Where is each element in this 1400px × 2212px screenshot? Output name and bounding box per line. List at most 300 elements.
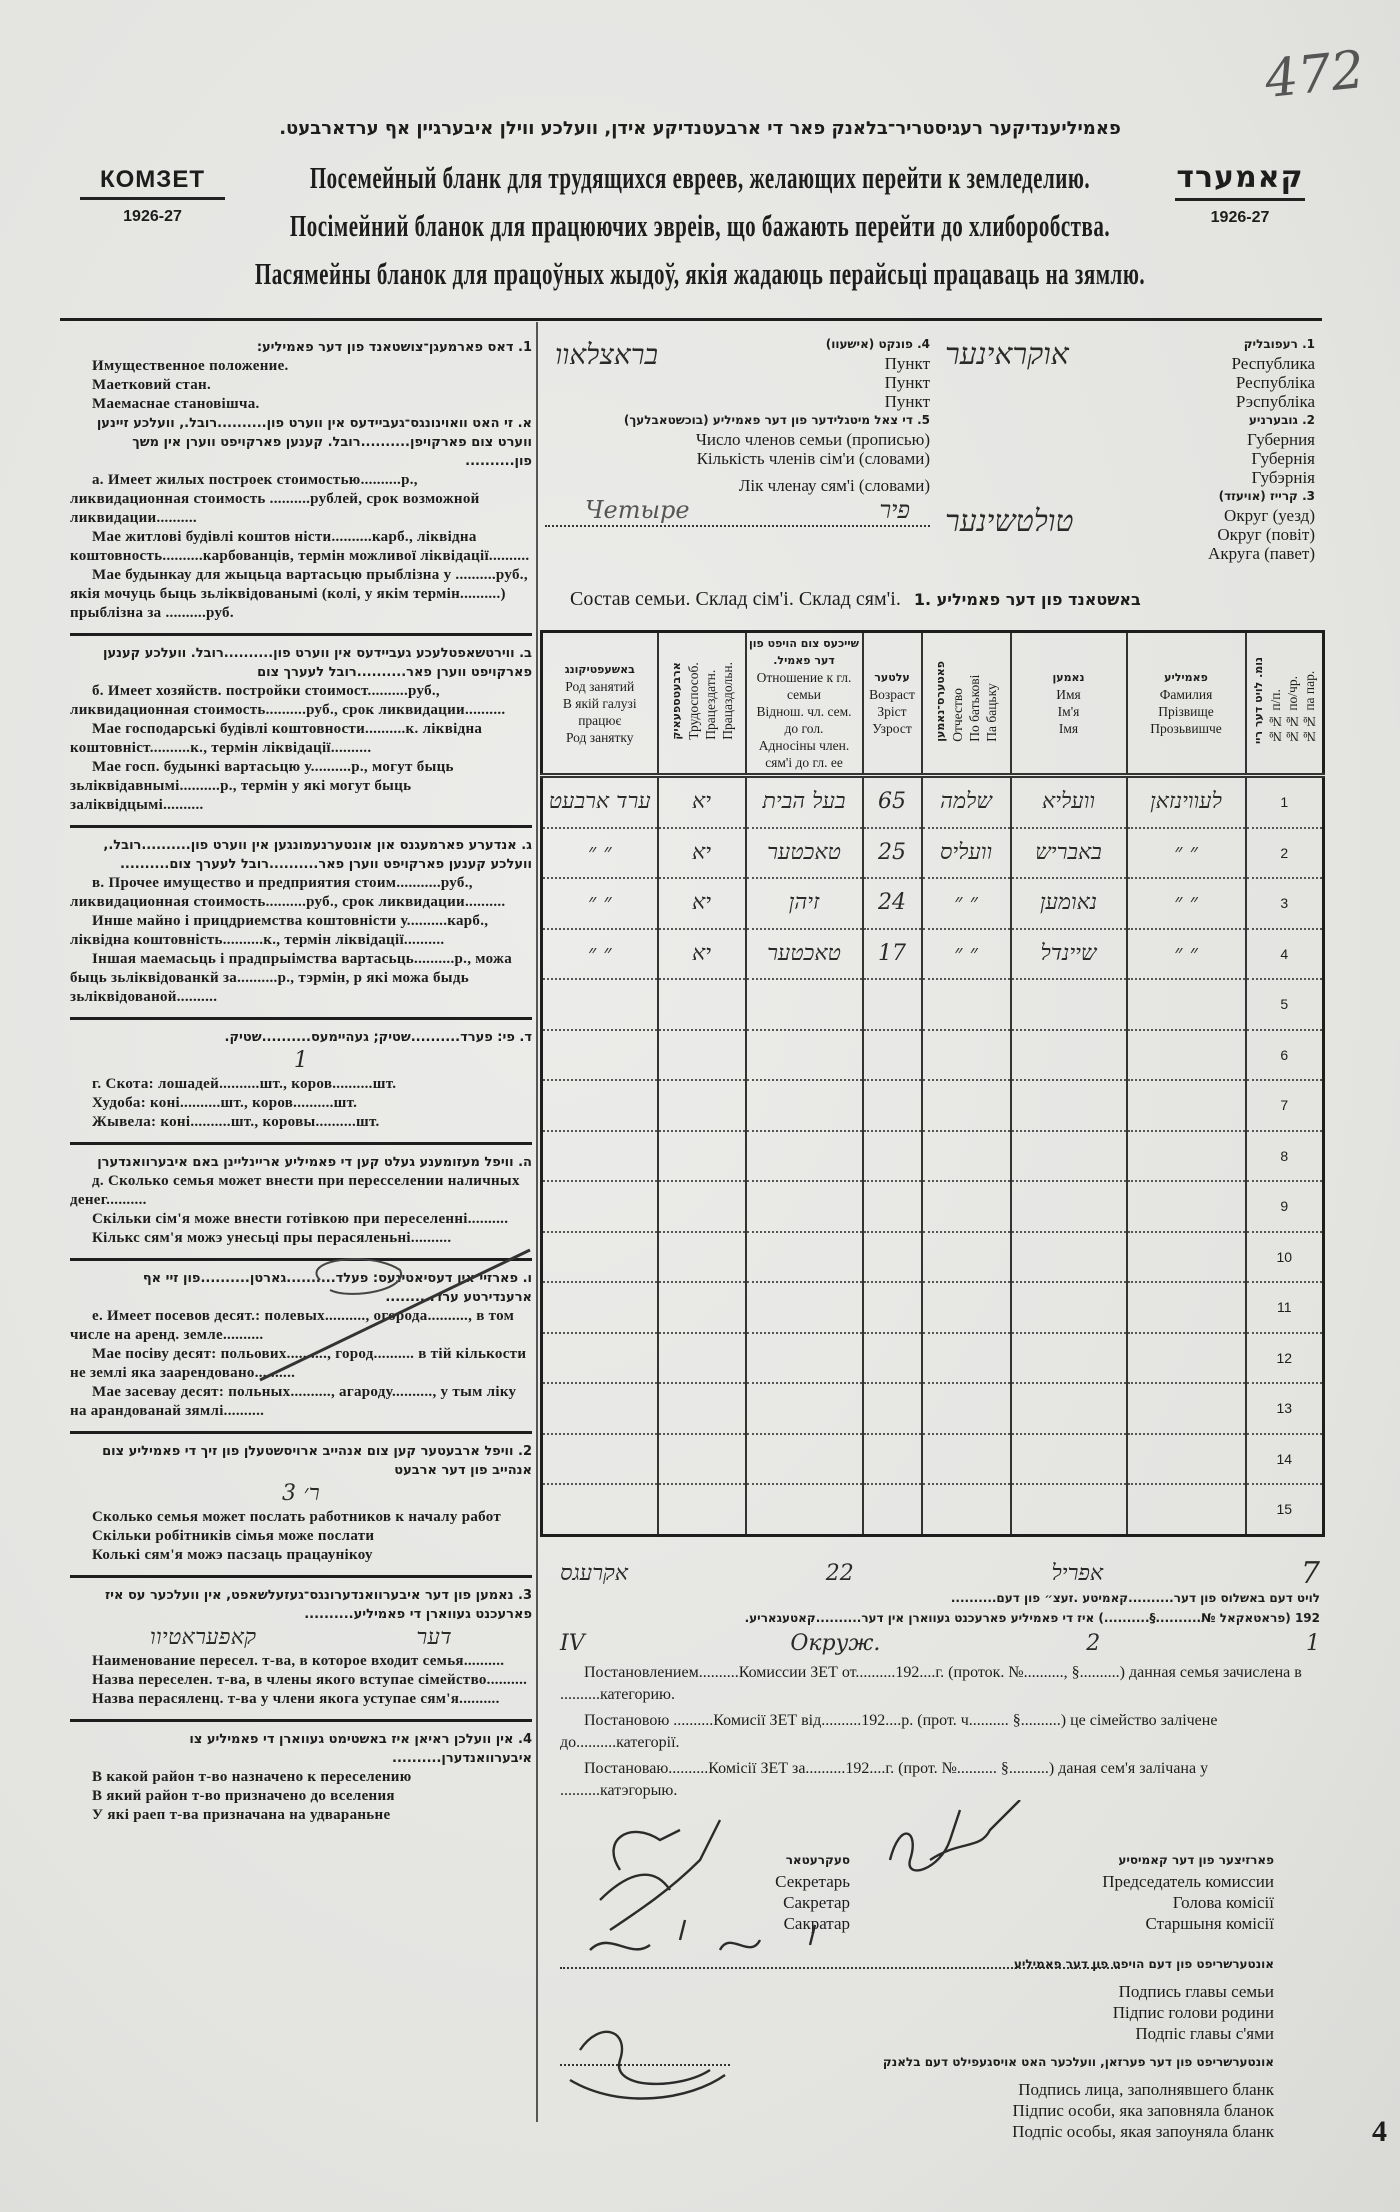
decision-protocol-hand: 1: [1306, 1631, 1320, 1656]
header-ru: Отношение к гл. семьи: [756, 670, 852, 702]
cell-n: 4: [1246, 929, 1324, 980]
republic-label-ru: Республика: [1231, 354, 1315, 373]
cell-surname: ״ ״: [1127, 828, 1246, 879]
cell-surname: לעווינזאן: [1127, 776, 1246, 828]
secretary-uk: Сакретар: [783, 1893, 850, 1912]
section-s9: [70, 1722, 532, 1835]
cell-work: [658, 979, 746, 1030]
komzet-logo-text: КОМЗЕТ: [80, 166, 225, 200]
section-text: в. Прочее имущество и предприятия стоим...........руб., ликвидационная стоимость..........руб., срок ликвидации..........: [70, 875, 506, 910]
header-uk: В якій галузі працює: [562, 695, 637, 728]
section-text: Скільки сім'я може внести готівкою при переселенні..........: [92, 1211, 509, 1227]
cell-relation: [746, 1282, 863, 1333]
section-text: Назва перасяленц. т-ва у члени якога уступае сям'я..........: [92, 1691, 500, 1707]
section-text: а. Имеет жилых построек стоимостью..........р., ликвидационная стоимость ..........рублей, срок возможной ликвидации..........: [70, 472, 480, 526]
decision-day-hand: 22: [825, 1561, 854, 1586]
cell-occupation: [542, 1030, 658, 1081]
members-label-ru: Число членов семьи (прописью): [695, 430, 930, 449]
header-ru: Имя: [1056, 687, 1081, 702]
cell-patronymic: ״ ״: [922, 929, 1011, 980]
header-uk: №№ по/чр.: [1285, 676, 1301, 745]
chairman-yi: פארזיצער פון דער קאמיסיע: [1118, 1853, 1274, 1867]
section-s3: [70, 828, 532, 1017]
header-yi: פאמיליע: [1164, 671, 1208, 684]
header-uk: Віднош. чл. сем. до гол.: [756, 704, 852, 736]
cell-work: [658, 1383, 746, 1434]
section-text: г. Скота: лошадей..........шт., коров..........шт.: [92, 1076, 397, 1092]
punkt-value: בראצלאוו: [555, 338, 658, 371]
strike-through-mark: [240, 1240, 540, 1410]
family-heading-yi: 1. באשטאנד פון דער פאמיליע: [913, 590, 1141, 609]
cell-surname: [1127, 1434, 1246, 1485]
cell-work: יא: [658, 878, 746, 929]
cell-relation: [746, 1080, 863, 1131]
header-be: Прозьвишче: [1150, 721, 1222, 736]
members-value-ru: Четыре: [585, 496, 690, 524]
punkt-label-yi: 4. פונקט (אישעוו): [825, 337, 930, 351]
cell-patronymic: שלמה: [922, 776, 1011, 828]
cell-age: [863, 1383, 922, 1434]
cell-name: [1011, 1282, 1127, 1333]
header-be: Па бацьку: [984, 682, 999, 742]
title-belarusian: Пасямейны бланок для працоўных жыдоў, якія жадаюць перайсьці працаваць на зямлю.: [254, 256, 1146, 292]
section-s1: [70, 330, 532, 633]
cell-relation: [746, 1434, 863, 1485]
column-header-occupation: [542, 632, 658, 776]
cell-n: 3: [1246, 878, 1324, 929]
cell-patronymic: [922, 1181, 1011, 1232]
cell-name: באבריש: [1011, 828, 1127, 879]
cell-patronymic: [922, 1383, 1011, 1434]
cell-work: [658, 1131, 746, 1182]
filler-ru: Подпись лица, заполнявшего бланк: [1018, 2080, 1274, 2099]
members-label-yi: 5. די צאל מיטגלידער פון דער פאמיליע (בוכשטאבלעך): [623, 413, 930, 427]
handwritten-s4-horses: 1: [293, 1048, 309, 1073]
header-ru: Отчество: [950, 687, 965, 742]
header-ru: Фамилия: [1159, 687, 1213, 702]
section-text: У які раеп т-ва призначана на удвараньне: [92, 1807, 391, 1823]
cell-patronymic: [922, 1484, 1011, 1535]
column-header-number: [1246, 632, 1324, 776]
cell-surname: [1127, 979, 1246, 1030]
table-row: [542, 1282, 1324, 1333]
column-header-patronymic: [922, 632, 1011, 776]
cell-occupation: [542, 1131, 658, 1182]
cell-surname: [1127, 1333, 1246, 1384]
table-row: [542, 1030, 1324, 1081]
kamerd-year: 1926-27: [1210, 209, 1270, 226]
cell-work: [658, 1434, 746, 1485]
header-uk: Працездатн.: [702, 669, 718, 740]
head-be: Подпіс главы с'ями: [1135, 2024, 1274, 2043]
cell-surname: [1127, 1181, 1246, 1232]
cell-n: 11: [1246, 1282, 1324, 1333]
cell-name: [1011, 979, 1127, 1030]
cell-name: [1011, 1131, 1127, 1182]
section-text: Мае посіву десят: польових.........., город.......... в тій кількости не землі яка заарендовано..........: [70, 1346, 527, 1381]
section-text-yiddish: 4. אין וועלכן ראיאן איז באשטימט געווארן די פאמיליע צו איבערוואנדערן..........: [189, 1732, 532, 1766]
cell-name: [1011, 1484, 1127, 1535]
section-text: Іншая маемасьць і прадпрыімства вартасьць..........р., можа быць зьліквідованкй за..........р., тэрмін, р які можа быдь зьліквідованой..........: [70, 951, 513, 1005]
cell-work: [658, 1080, 746, 1131]
chairman-signature: [890, 1800, 1020, 1870]
section-s7: [70, 1434, 532, 1575]
cell-relation: טאכטער: [746, 929, 863, 980]
okrug-label-uk: Округ (повіт): [1217, 525, 1315, 544]
cell-patronymic: [922, 1131, 1011, 1182]
section-text: Колькі сям'я можэ пасзаць працаунікоу: [92, 1547, 373, 1563]
title-russian: Посемейный бланк для трудящихся евреев, желающих перейти к земледелию.: [309, 160, 1091, 196]
kamerd-logo: [1175, 160, 1305, 227]
section-text: Худоба: коні..........шт., коров..........шт.: [92, 1095, 358, 1111]
cell-work: [658, 1282, 746, 1333]
cell-n: 7: [1246, 1080, 1324, 1131]
decision-year-hand: 7: [1300, 1556, 1320, 1591]
section-text: д. Сколько семья может внести при пересселении наличных денег..........: [70, 1173, 520, 1208]
section-text: Мае господарські будівлі коштовности..........к. ліквідна коштовніст..........к., термін ліквідації..........: [70, 721, 483, 756]
komzet-year: 1926-27: [123, 208, 182, 225]
cell-n: 2: [1246, 828, 1324, 879]
cell-age: [863, 1131, 922, 1182]
table-row: [542, 1181, 1324, 1232]
cell-n: 13: [1246, 1383, 1324, 1434]
header-ru: Возраст: [869, 687, 915, 702]
cell-surname: [1127, 1282, 1246, 1333]
column-header-age: [863, 632, 922, 776]
table-row: [542, 1232, 1324, 1283]
cell-work: [658, 1030, 746, 1081]
table-row: [542, 979, 1324, 1030]
table-row: [542, 1484, 1324, 1535]
column-header-surname: [1127, 632, 1246, 776]
cell-surname: [1127, 1383, 1246, 1434]
head-signature: [590, 1920, 815, 1950]
cell-relation: טאכטער: [746, 828, 863, 879]
section-text-yiddish: ו. פארזיי אין דעסיאטינעס: פעלד..........גארטן..........פון זיי אף ארענדירטע ערד..........: [142, 1271, 532, 1305]
decision-category-hand: IV: [560, 1631, 585, 1656]
cell-n: 12: [1246, 1333, 1324, 1384]
cell-occupation: [542, 1333, 658, 1384]
section-s2: [70, 636, 532, 825]
gubernia-label-ru: Губерния: [1247, 430, 1315, 449]
cell-n: 5: [1246, 979, 1324, 1030]
handwritten-s8-society: קאפעראטיוו: [150, 1625, 257, 1650]
archive-number: 472: [1262, 39, 1368, 111]
cell-age: 17: [863, 929, 922, 980]
filler-uk: Підпис особи, яка заповняла бланок: [1012, 2101, 1274, 2120]
section-text: В який район т-во призначено до вселения: [92, 1788, 395, 1804]
cell-age: [863, 1080, 922, 1131]
section-text: В какой район т-во назначено к переселению: [92, 1769, 412, 1785]
cell-name: [1011, 1333, 1127, 1384]
cell-age: 24: [863, 878, 922, 929]
gubernia-label-yi: 2. גובערניע: [1248, 413, 1315, 427]
table-row: [542, 1333, 1324, 1384]
cell-name: [1011, 1181, 1127, 1232]
republic-value: אוקראינער: [945, 337, 1069, 372]
cell-occupation: [542, 1434, 658, 1485]
header-yi: פאטערס־נאמען: [934, 660, 947, 742]
cell-n: 1: [1246, 776, 1324, 828]
decision-paragraph-hand: 2: [1086, 1631, 1101, 1656]
cell-work: יא: [658, 929, 746, 980]
cell-relation: [746, 1181, 863, 1232]
header-uk: По батькові: [967, 674, 982, 742]
cell-patronymic: [922, 1282, 1011, 1333]
column-divider: [536, 322, 538, 2122]
section-text: Наименование пересел. т-ва, в которое входит семья..........: [92, 1653, 505, 1669]
chairman-uk: Голова комісії: [1172, 1893, 1274, 1912]
section-text: е. Имеет посевов десят.: полевых.........., огорода.........., в том числе на аренд. земле..........: [70, 1308, 515, 1343]
table-row: [542, 878, 1324, 929]
family-heading: [570, 588, 1141, 611]
cell-age: [863, 1181, 922, 1232]
cell-occupation: ״ ״: [542, 828, 658, 879]
column-header-name: [1011, 632, 1127, 776]
decision-uk: Постановою ..........Комисії ЗЕТ від..........192....р. (прот. ч.......... §..........) це сімейство залічене до..........категорії.: [560, 1712, 1218, 1751]
decision-month-hand: אפריל: [1051, 1561, 1104, 1586]
header-uk: Ім'я: [1057, 704, 1080, 719]
cell-age: [863, 1232, 922, 1283]
punkt-label-uk: Пункт: [884, 373, 930, 392]
family-heading-text: Состав семьи. Склад сім'і. Склад сям'і.: [570, 588, 901, 610]
cell-patronymic: [922, 1030, 1011, 1081]
decision-block: [560, 1558, 1320, 1802]
header-yi: שייכעס צום הויפט פון דער פאמיל.: [748, 637, 860, 667]
cell-surname: ״ ״: [1127, 929, 1246, 980]
cell-patronymic: [922, 1080, 1011, 1131]
head-uk: Підпис голови родини: [1112, 2003, 1274, 2022]
cell-relation: [746, 1333, 863, 1384]
section-text: Имущественное положение.: [92, 358, 289, 374]
cell-occupation: [542, 1484, 658, 1535]
cell-name: שיינדל: [1011, 929, 1127, 980]
punkt-label-be: Пункт: [884, 392, 930, 411]
chairman-be: Старшыня комісії: [1145, 1914, 1274, 1933]
section-text: Маемаснае становішча.: [92, 396, 260, 412]
header-yi: באשעפטיקונג: [564, 662, 635, 676]
header-be: Узрост: [872, 721, 912, 736]
decision-yi-line2: 192 (פראטאקאל №..........§..........) איז די פאמיליע פארעכנט געווארן אין דער..........קאטעגאריע.: [744, 1611, 1320, 1625]
section-text: Назва переселен. т-ва, в члены якого вступае сімейство..........: [92, 1672, 528, 1688]
cell-age: 65: [863, 776, 922, 828]
cell-occupation: [542, 1232, 658, 1283]
cell-age: [863, 1434, 922, 1485]
handwritten-s7-workers: 3 ר׳: [281, 1481, 321, 1506]
members-label-be: Лік членау сям'і (словами): [738, 476, 930, 495]
secretary-ru: Секретарь: [775, 1872, 850, 1891]
handwritten-entry: [70, 1480, 532, 1508]
header-ru: Трудоспособ.: [685, 662, 701, 740]
cell-work: יא: [658, 776, 746, 828]
cell-occupation: [542, 1080, 658, 1131]
header-ru: Род занятий: [565, 678, 635, 694]
property-sections: [70, 330, 532, 1835]
cell-surname: [1127, 1131, 1246, 1182]
column-header-work-capable: [658, 632, 746, 776]
cell-occupation: ״ ״: [542, 878, 658, 929]
republic-label-yi: 1. רעפובליק: [1243, 337, 1315, 351]
head-yi: אונטערשריפט פון דעם הויפט פון דער פאמיליע: [1013, 1957, 1274, 1971]
page-corner-number: 4: [1372, 2115, 1387, 2148]
header-divider: [60, 318, 1322, 321]
cell-occupation: [542, 1181, 658, 1232]
decision-committee-hand: אקרעגס: [560, 1561, 629, 1586]
cell-surname: ״ ״: [1127, 878, 1246, 929]
cell-name: [1011, 1030, 1127, 1081]
header-yi: נאמען: [1052, 671, 1085, 684]
header-uk: Прізвище: [1158, 704, 1214, 719]
cell-patronymic: [922, 1333, 1011, 1384]
cell-relation: [746, 1030, 863, 1081]
komzet-logo: [80, 166, 225, 226]
kamerd-logo-text: קאמערד: [1175, 160, 1305, 201]
filler-yi: אונטערשריפט פון דער פערזאן, וועלכער האט אויסגעפילט דעם בלאנק: [882, 2055, 1274, 2069]
section-text-yiddish: ב. ווירטשאפטלעכע געביידעס אין ווערט פון..........רובל. וועלכע קענען פארקויפט ווערן פאר..........רובל לעערך צום: [103, 646, 532, 680]
cell-age: [863, 979, 922, 1030]
cell-patronymic: [922, 979, 1011, 1030]
section-s8: [70, 1578, 532, 1719]
yiddish-title: פאמיליענדיקער רעגיסטריר־בלאנק פאר די ארבעטנדיקע אידן, וועלכע ווילן איבערגיין אף ערדארבעט.: [279, 118, 1121, 139]
handwritten-signatures: [560, 1800, 1100, 2130]
republic-label-uk: Республіка: [1235, 373, 1315, 392]
handwritten-s8-extra: דער: [416, 1625, 452, 1650]
okrug-value: טולטשינער: [945, 504, 1074, 539]
cell-surname: [1127, 1484, 1246, 1535]
section-text-yiddish: 1. דאס פארמעגן־צושטאנד פון דער פאמיליע:: [256, 340, 532, 355]
section-text: Кількс сям'я можэ унесьці пры перасяленьні..........: [92, 1230, 452, 1246]
cell-work: יא: [658, 828, 746, 879]
table-row: [542, 929, 1324, 980]
decision-ru: Постановлением..........Комиссии ЗЕТ от..........192....г. (проток. №.........., §..........) данная семья зачислена в ..........категорию.: [560, 1664, 1302, 1703]
cell-work: [658, 1484, 746, 1535]
cell-relation: [746, 979, 863, 1030]
chairman-ru: Председатель комиссии: [1102, 1872, 1274, 1891]
secretary-yi: סעקרעטאר: [785, 1853, 850, 1867]
handwritten-entry: [70, 1624, 532, 1652]
cell-occupation: ״ ״: [542, 929, 658, 980]
members-label-uk: Кількість членів сім'и (словами): [696, 449, 930, 468]
cell-relation: [746, 1232, 863, 1283]
section-text-yiddish: 3. נאמען פון דער איבערוואנדערונגס־געזעלשאפט, אין וועלכער עס איז פארעכנט געווארן די פאמיליע..........: [104, 1588, 532, 1622]
cell-name: [1011, 1434, 1127, 1485]
cell-n: 9: [1246, 1181, 1324, 1232]
header-be: Працаздольн.: [719, 662, 735, 740]
gubernia-label-be: Губэрнія: [1251, 468, 1315, 487]
cell-occupation: ערד ארבעט: [542, 776, 658, 828]
cell-relation: [746, 1131, 863, 1182]
cell-relation: [746, 1484, 863, 1535]
decision-yi-line1: לויט דעם באשלוס פון דער..........קאמיטע .זעצ״ פון דעם..........: [950, 1591, 1320, 1605]
secretary-be: Сакратар: [783, 1914, 850, 1933]
members-value: פיר: [879, 496, 910, 524]
section-text: Сколько семья может послать работников к началу работ: [92, 1509, 502, 1525]
cell-name: נאומען: [1011, 878, 1127, 929]
table-row: [542, 1080, 1324, 1131]
handwritten-entry: [70, 1047, 532, 1075]
decision-hand-row-2: [560, 1628, 1320, 1658]
header-be: Імя: [1058, 721, 1079, 736]
cell-n: 15: [1246, 1484, 1324, 1535]
cell-surname: [1127, 1030, 1246, 1081]
cell-occupation: [542, 979, 658, 1030]
header-yi: ארבעטספעאיק: [669, 662, 683, 740]
section-text: б. Имеет хозяйств. постройки стоимост..........руб., ликвидационная стоимость..........руб., срок ликвидации..........: [70, 683, 506, 718]
cell-n: 8: [1246, 1131, 1324, 1182]
section-text-yiddish: ה. וויפל מעזומענע געלט קען די פאמיליע אריינליינן באם איבערוואנדערן: [97, 1155, 532, 1170]
cell-name: [1011, 1232, 1127, 1283]
cell-n: 6: [1246, 1030, 1324, 1081]
cell-surname: [1127, 1080, 1246, 1131]
cell-patronymic: [922, 1434, 1011, 1485]
cell-relation: בעל הבית: [746, 776, 863, 828]
section-text: Инше майно і прицдриемства коштовністи у..........карб., ліквідна коштовність..........к., термін ліквідації..........: [70, 913, 489, 948]
family-table: [540, 630, 1325, 1537]
section-text: Мае засевау десят: польных.........., агароду.........., у тым ліку на арандованай зямлі..........: [70, 1384, 517, 1419]
cell-occupation: [542, 1282, 658, 1333]
section-text-yiddish: ד. פי: פערד..........שטיק; געהיימעס..........שטיק.: [224, 1030, 532, 1045]
section-text-yiddish: א. זי האט וואוינונגס־געביידעס אין ווערט פון..........רובל., וועלכע זיינען ווערט צום פארקויפן..........רובל. קענען פארקויפט ווערן אין משך פון..........: [96, 416, 532, 469]
cell-name: [1011, 1080, 1127, 1131]
table-row: [542, 776, 1324, 828]
okrug-label-ru: Округ (уезд): [1224, 506, 1315, 525]
title-ukrainian: Посімейний бланок для працюючих эвреів, що бажають перейти до хлиборобства.: [289, 208, 1111, 244]
decision-hand-row-1: [560, 1556, 1320, 1591]
section-text: Жывела: коні..........шт., коровы..........шт.: [92, 1114, 380, 1130]
cell-work: [658, 1333, 746, 1384]
header-be: №№ па пар.: [1302, 671, 1318, 745]
members-values: [545, 495, 930, 527]
table-row: [542, 1383, 1324, 1434]
table-row: [542, 1434, 1324, 1485]
filler-be: Подпіс особы, якая запоуняла бланк: [1012, 2122, 1274, 2141]
cell-work: [658, 1232, 746, 1283]
okrug-label-be: Акруга (павет): [1208, 544, 1315, 563]
header-ru: №№ п/п.: [1268, 689, 1284, 745]
section-text-yiddish: 2. וויפל ארבעטער קען צום אנהייב ארויסשטעלן פון זיך די פאמיליע צום אנהייב פון דער ארבעט: [102, 1444, 532, 1478]
decision-be: Постановаю..........Комісії ЗЕТ за..........192....г. (прот. №.......... §..........) даная сем'я залічана у ..........катэгорыю.: [560, 1760, 1209, 1799]
cell-n: 10: [1246, 1232, 1324, 1283]
header-yi: נומ. לויט דער ריי: [1252, 657, 1266, 745]
decision-ru-committee-hand: Окруж.: [790, 1631, 881, 1656]
secretary-signature: [600, 1820, 720, 1930]
section-text: Мае госп. будынкі вартасьцю у..........р., могут быць зьліквідавнымі..........р., термін у які могут быць заліквідцымі..........: [70, 759, 454, 813]
section-text: Маетковий стан.: [92, 377, 211, 393]
section-text: Скільки робітників сімья може послати: [92, 1528, 375, 1544]
cell-age: [863, 1282, 922, 1333]
republic-label-be: Рэспубліка: [1235, 392, 1315, 411]
cell-age: [863, 1484, 922, 1535]
cell-name: וועליא: [1011, 776, 1127, 828]
section-s4: [70, 1020, 532, 1142]
header-be: Род занятку: [565, 729, 634, 745]
cell-patronymic: [922, 1232, 1011, 1283]
cell-surname: [1127, 1232, 1246, 1283]
header-yi: עלטער: [874, 671, 910, 684]
header-uk: Зріст: [877, 704, 907, 719]
cell-occupation: [542, 1383, 658, 1434]
filler-signature: [570, 2032, 725, 2099]
cell-n: 14: [1246, 1434, 1324, 1485]
cell-age: 25: [863, 828, 922, 879]
punkt-label-ru: Пункт: [884, 354, 930, 373]
section-text-yiddish: ג. אנדערע פארמעגנס און אונטערנעמונגען אין ווערט פון..........רובל., וועלכע קענען פארקויפט ווערן פאר..........רובל לעערך צום..........: [103, 838, 532, 872]
gubernia-label-uk: Губернія: [1251, 449, 1315, 468]
cell-relation: זיהן: [746, 878, 863, 929]
table-row: [542, 828, 1324, 879]
cell-work: [658, 1181, 746, 1232]
header-be: Адносіны член. сям'і до гл. ее: [758, 738, 850, 770]
